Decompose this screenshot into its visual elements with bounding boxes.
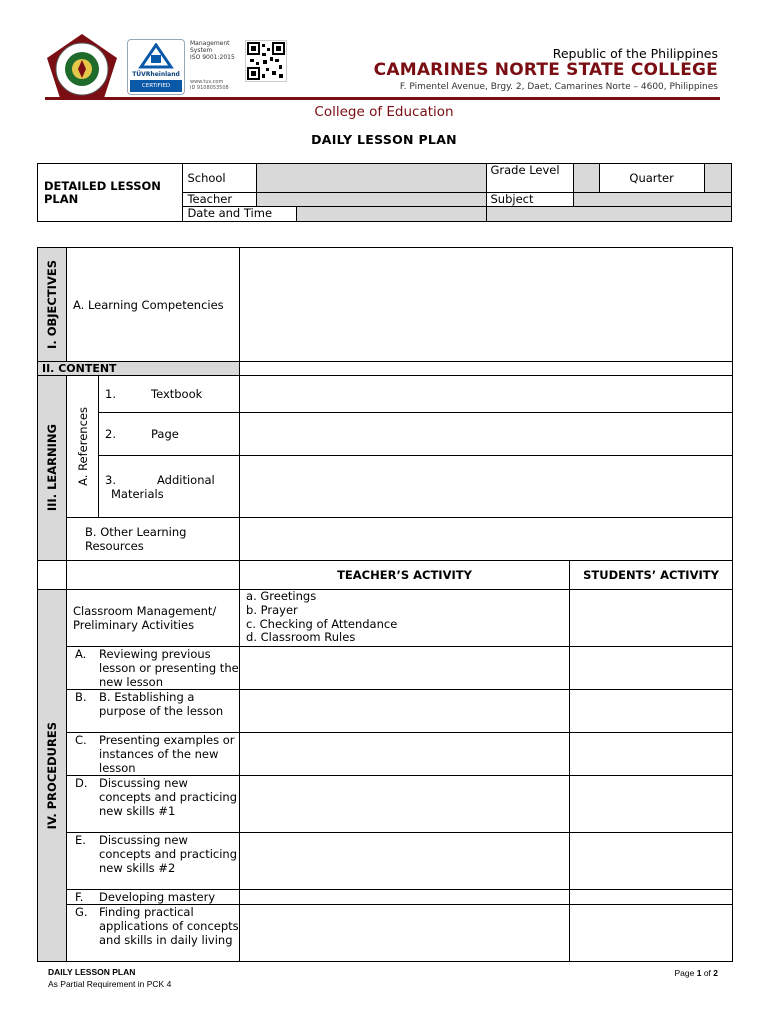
- students-activity-field[interactable]: [570, 890, 733, 905]
- procedure-key: B.: [75, 690, 87, 704]
- procedures-label: IV. PROCEDURES: [45, 721, 59, 830]
- students-activity-field[interactable]: [570, 647, 733, 690]
- procedure-key: A.: [75, 647, 87, 661]
- cert-line: System: [190, 47, 213, 54]
- procedure-key: C.: [75, 733, 87, 747]
- students-activity-field[interactable]: [570, 776, 733, 833]
- datetime-row: [183, 207, 486, 222]
- college-seal-logo: [45, 32, 119, 100]
- tuv-certification-badge: [127, 39, 185, 95]
- quarter-label: Quarter: [599, 164, 704, 193]
- students-activity-field[interactable]: [570, 590, 733, 647]
- teacher-activity-field[interactable]: [240, 690, 570, 733]
- datetime-label: Date and Time: [183, 207, 297, 221]
- ref-num: 2.: [105, 427, 116, 441]
- subject-label: Subject: [486, 193, 574, 207]
- blank-cell: [38, 561, 67, 590]
- page-number: [675, 968, 719, 978]
- tuv-certified-label: CERTIFIED: [130, 80, 182, 92]
- prelim-item: c. Checking of Attendance: [246, 616, 398, 631]
- college-address: F. Pimentel Avenue, Brgy. 2, Daet, Camarines Norte – 4600, Philippines: [399, 82, 718, 92]
- other-resources-label: [67, 518, 240, 561]
- ref-item: [99, 376, 240, 413]
- teacher-activity-field[interactable]: [240, 776, 570, 833]
- teacher-label: Teacher: [183, 193, 257, 207]
- procedure-key: D.: [75, 776, 88, 790]
- republic-label: Republic of the Philippines: [552, 46, 718, 61]
- ref-num: 1.: [105, 387, 116, 401]
- teacher-field[interactable]: [257, 193, 486, 207]
- procedure-text: Discussing new concepts and practicing new skills #1: [99, 776, 237, 818]
- ref-item: [99, 413, 240, 456]
- students-activity-header: STUDENTS’ ACTIVITY: [570, 561, 733, 590]
- teacher-activity-field[interactable]: [240, 647, 570, 690]
- procedure-item: [67, 647, 240, 690]
- grade-level-label: Grade Level: [486, 164, 574, 193]
- blank-cell: [67, 561, 240, 590]
- subject-field[interactable]: [574, 193, 732, 207]
- students-activity-field[interactable]: [570, 733, 733, 776]
- students-activity-field[interactable]: [570, 690, 733, 733]
- detailed-lesson-plan-label: DETAILED LESSON PLAN: [38, 164, 183, 222]
- content-field[interactable]: [240, 362, 733, 376]
- ref-text: Page: [151, 427, 179, 441]
- references-label: A. References: [75, 407, 90, 486]
- cert-id: ID 9108053508: [190, 85, 229, 91]
- procedure-key: E.: [75, 833, 86, 847]
- students-activity-field[interactable]: [570, 833, 733, 890]
- qr-code-icon: [245, 40, 287, 82]
- teacher-activity-field[interactable]: [240, 905, 570, 962]
- grade-level-field[interactable]: [574, 164, 599, 193]
- cert-line: ISO 9001:2015: [190, 54, 235, 61]
- content-label: II. CONTENT: [38, 362, 240, 376]
- procedure-key: F.: [75, 890, 84, 904]
- page-of: of: [701, 968, 714, 978]
- classroom-management-label: Classroom Management/ Preliminary Activities: [67, 590, 240, 647]
- quarter-field[interactable]: [704, 164, 731, 193]
- ref-text: Additional Materials: [111, 472, 215, 501]
- preliminary-activities-list: [240, 590, 570, 647]
- school-label: School: [183, 164, 257, 193]
- header-divider: [45, 97, 720, 100]
- objectives-label: I. OBJECTIVES: [45, 260, 59, 349]
- cert-url: www.tuv.com: [190, 79, 224, 85]
- procedure-item: [67, 690, 240, 733]
- references-section: [67, 376, 99, 518]
- college-name: CAMARINES NORTE STATE COLLEGE: [373, 60, 718, 80]
- procedure-text: B. Establishing a purpose of the lesson: [99, 690, 224, 718]
- teacher-activity-header: TEACHER’S ACTIVITY: [240, 561, 570, 590]
- procedure-key: G.: [75, 905, 88, 919]
- students-activity-field[interactable]: [570, 905, 733, 962]
- learning-section: [38, 376, 67, 561]
- page-field[interactable]: [240, 413, 733, 456]
- page-prefix: Page: [674, 968, 697, 978]
- ref-text: Textbook: [151, 387, 203, 401]
- learning-competencies-label: A. Learning Competencies: [67, 248, 240, 362]
- procedure-item: [67, 776, 240, 833]
- prelim-item: d. Classroom Rules: [246, 630, 356, 645]
- procedure-text: Presenting examples or instances of the new lesson: [99, 733, 235, 775]
- procedure-text: Developing mastery: [99, 890, 216, 904]
- lesson-info-table: [37, 163, 732, 222]
- procedure-item: [67, 905, 240, 962]
- certification-text: [190, 40, 240, 61]
- ref-item: [99, 456, 240, 518]
- additional-materials-field[interactable]: [240, 456, 733, 518]
- footer-title: DAILY LESSON PLAN: [48, 967, 136, 977]
- objectives-section: [38, 248, 67, 362]
- prelim-item: b. Prayer: [246, 602, 298, 617]
- procedure-text: Reviewing previous lesson or presenting the new lesson: [99, 647, 239, 689]
- footer-subtitle: As Partial Requirement in PCK 4: [48, 979, 172, 989]
- teacher-activity-field[interactable]: [240, 890, 570, 905]
- document-title: DAILY LESSON PLAN: [311, 132, 457, 147]
- page-total: 2: [713, 968, 718, 978]
- cert-line: Management: [190, 40, 230, 47]
- procedure-item: [67, 890, 240, 905]
- lesson-plan-table: [37, 247, 733, 962]
- learning-label: III. LEARNING: [45, 424, 59, 512]
- teacher-activity-field[interactable]: [240, 733, 570, 776]
- procedures-section: [38, 590, 67, 962]
- procedure-text: Finding practical applications of concepts and skills in daily living: [99, 905, 239, 947]
- other-resources-text: B. Other Learning Resources: [85, 525, 187, 553]
- procedure-text: Discussing new concepts and practicing new skills #2: [99, 833, 237, 875]
- ref-num: 3.: [105, 472, 116, 487]
- prelim-item: a. Greetings: [246, 589, 317, 603]
- procedure-item: [67, 733, 240, 776]
- college-unit: College of Education: [314, 104, 454, 120]
- other-resources-field[interactable]: [240, 518, 733, 561]
- tuv-name: TÜVRheinland: [132, 71, 180, 78]
- page-current: 1: [696, 968, 702, 978]
- procedure-item: [67, 833, 240, 890]
- datetime-field[interactable]: [486, 207, 732, 222]
- learning-competencies-field[interactable]: [240, 248, 733, 362]
- certification-id: [190, 79, 245, 91]
- school-field[interactable]: [257, 164, 486, 193]
- teacher-activity-field[interactable]: [240, 833, 570, 890]
- textbook-field[interactable]: [240, 376, 733, 413]
